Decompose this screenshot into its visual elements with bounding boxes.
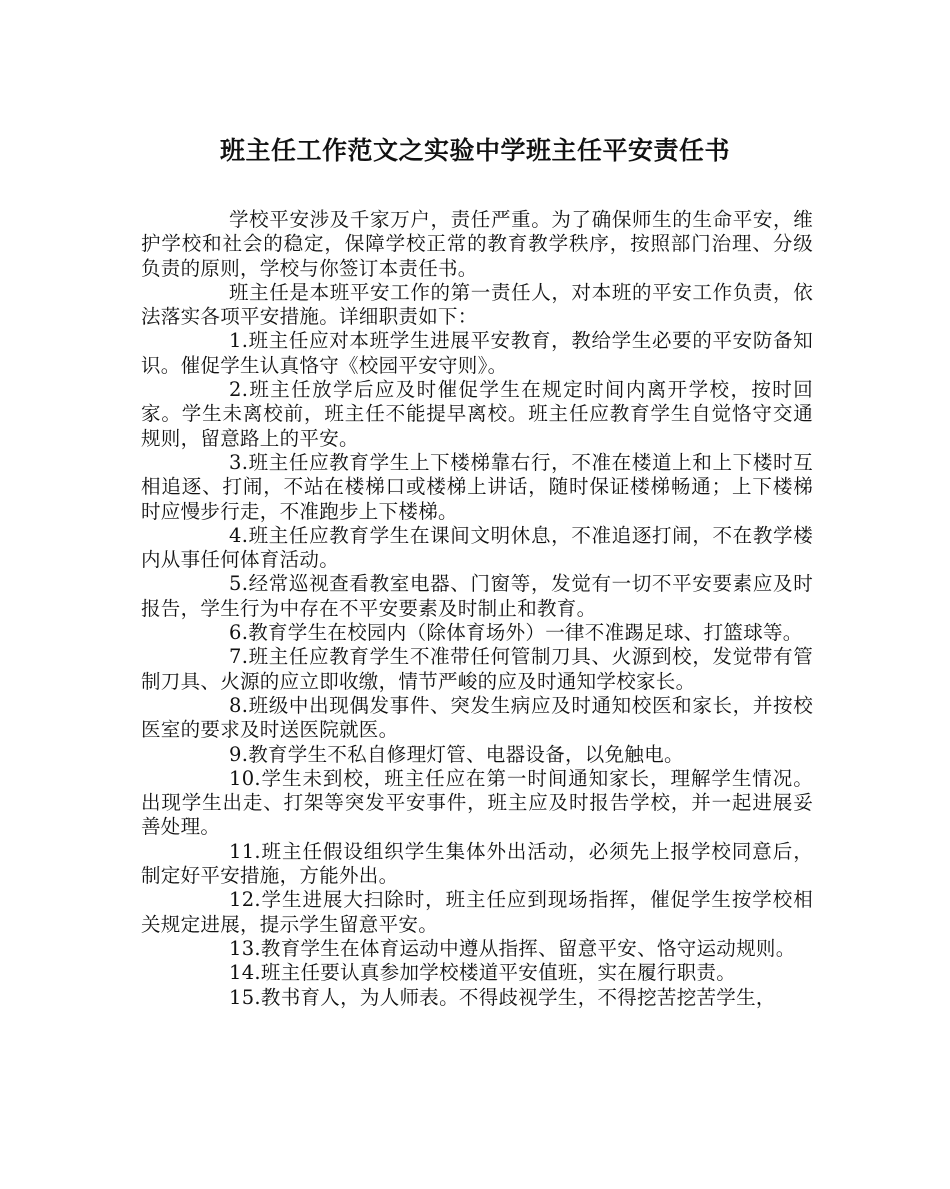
paragraph-item-10: 10.学生未到校，班主任应在第一时间通知家长，理解学生情况。出现学生出走、打架等突发平安事件，班主应及时报告学校，并一起进展妥善处理。 (141, 766, 813, 839)
paragraph-item-3: 3.班主任应教育学生上下楼梯靠右行，不准在楼道上和上下楼时互相追逐、打闹，不站在楼梯口或楼梯上讲话，随时保证楼梯畅通；上下楼梯时应慢步行走，不准跑步上下楼梯。 (141, 450, 813, 523)
paragraph-item-15: 15.教书育人，为人师表。不得歧视学生，不得挖苦挖苦学生， (229, 985, 776, 1009)
paragraph-item-7: 7.班主任应教育学生不准带任何管制刀具、火源到校，发觉带有管制刀具、火源的应立即收缴，情节严峻的应及时通知学校家长。 (141, 645, 813, 693)
paragraph-intro: 学校平安涉及千家万户，责任严重。为了确保师生的生命平安，维护学校和社会的稳定，保障学校正常的教育教学秩序，按照部门治理、分级负责的原则，学校与你签订本责任书。 (141, 208, 813, 280)
paragraph-item-9: 9.教育学生不私自修理灯管、电器设备，以免触电。 (229, 742, 684, 766)
document-body (141, 208, 813, 1010)
paragraph-item-2: 2.班主任放学后应及时催促学生在规定时间内离开学校，按时回家。学生未离校前，班主任不能提早离校。班主任应教育学生自觉恪守交通规则，留意路上的平安。 (141, 378, 813, 450)
paragraph-item-14: 14.班主任要认真参加学校楼道平安值班，实在履行职责。 (229, 961, 737, 985)
paragraph-item-11: 11.班主任假设组织学生集体外出活动，必须先上报学校同意后，制定好平安措施，方能外出。 (141, 839, 813, 888)
paragraph-item-6: 6.教育学生在校园内（除体育场外）一律不准踢足球、打篮球等。 (229, 621, 803, 645)
paragraph-item-8: 8.班级中出现偶发事件、突发生病应及时通知校医和家长，并按校医室的要求及时送医院就医。 (141, 693, 813, 742)
paragraph-item-12: 12.学生进展大扫除时，班主任应到现场指挥，催促学生按学校相关规定进展，提示学生留意平安。 (141, 888, 813, 936)
paragraph-duties-intro: 班主任是本班平安工作的第一责任人，对本班的平安工作负责，依法落实各项平安措施。详细职责如下： (141, 280, 813, 329)
paragraph-item-5: 5.经常巡视查看教室电器、门窗等，发觉有一切不平安要素应及时报告，学生行为中存在不平安要素及时制止和教育。 (141, 572, 813, 620)
paragraph-item-13: 13.教育学生在体育运动中遵从指挥、留意平安、恪守运动规则。 (229, 936, 796, 960)
paragraph-item-4: 4.班主任应教育学生在课间文明休息，不准追逐打闹，不在教学楼内从事任何体育活动。 (141, 523, 813, 572)
paragraph-item-1: 1.班主任应对本班学生进展平安教育，教给学生必要的平安防备知识。催促学生认真恪守《校园平安守则》。 (141, 329, 813, 377)
page-title: 班主任工作范文之实验中学班主任平安责任书 (219, 136, 730, 165)
